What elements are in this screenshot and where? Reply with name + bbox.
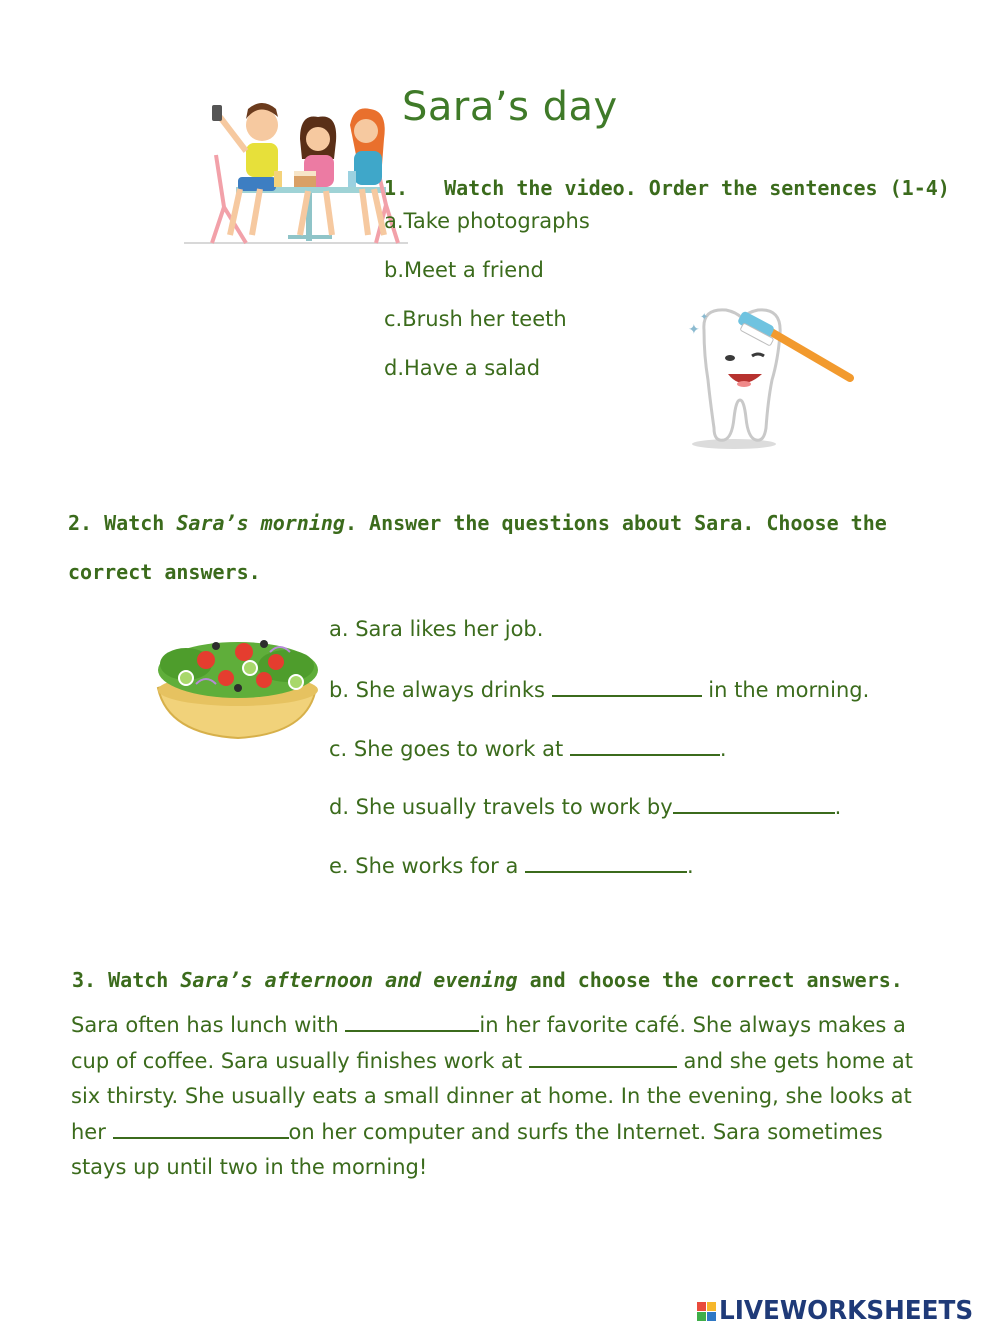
paragraph-line: stays up until two in the morning! bbox=[71, 1155, 428, 1179]
logo-blocks-icon bbox=[697, 1302, 716, 1321]
section1-item-a: a.Take photographs bbox=[384, 209, 590, 233]
section2-item-d: d. She usually travels to work by . bbox=[329, 792, 841, 819]
svg-text:✦: ✦ bbox=[688, 322, 700, 338]
logo-block bbox=[697, 1302, 706, 1311]
salad-bowl-illustration bbox=[146, 622, 328, 746]
answer-blank[interactable] bbox=[345, 1010, 479, 1032]
liveworksheets-logo[interactable] bbox=[697, 1296, 987, 1326]
section2-item-e: e. She works for a . bbox=[329, 851, 694, 878]
answer-blank[interactable] bbox=[113, 1117, 289, 1139]
section1-item-d: d.Have a salad bbox=[384, 356, 541, 380]
section3-paragraph bbox=[71, 1008, 951, 1186]
answer-blank[interactable] bbox=[673, 792, 835, 814]
section1-heading bbox=[384, 176, 950, 200]
answer-blank[interactable] bbox=[570, 734, 720, 756]
answer-blank[interactable] bbox=[525, 851, 687, 873]
svg-text:✦: ✦ bbox=[700, 312, 709, 323]
logo-text: LIVEWORKSHEETS bbox=[719, 1296, 974, 1326]
section2-item-b: b. She always drinks in the morning. bbox=[329, 675, 869, 702]
paragraph-line: Sara often has lunch with in her favorite café. She always makes a bbox=[71, 1008, 951, 1044]
paragraph-line: cup of coffee. Sara usually finishes work at and she gets home at bbox=[71, 1044, 951, 1080]
section2-heading: 2. Watch Sara’s morning. Answer the questions about Sara. Choose the bbox=[68, 511, 887, 535]
section2-item-c: c. She goes to work at . bbox=[329, 734, 727, 761]
tooth-toothbrush-illustration bbox=[682, 300, 858, 452]
friends-cafe-illustration bbox=[176, 95, 412, 247]
page-title: Sara’s day bbox=[402, 84, 618, 130]
section1-item-b: b.Meet a friend bbox=[384, 258, 544, 282]
section2-heading-line2: correct answers. bbox=[68, 560, 261, 584]
section1-number: 1. bbox=[384, 176, 409, 200]
logo-block bbox=[707, 1302, 716, 1311]
logo-block bbox=[707, 1312, 716, 1321]
section1-item-c: c.Brush her teeth bbox=[384, 307, 567, 331]
paragraph-line: six thirsty. She usually eats a small dinner at home. In the evening, she looks at bbox=[71, 1084, 912, 1108]
answer-blank[interactable] bbox=[552, 675, 702, 697]
logo-block bbox=[697, 1312, 706, 1321]
section2-item-a: a. Sara likes her job. bbox=[329, 617, 544, 641]
answer-blank[interactable] bbox=[529, 1046, 677, 1068]
section1-heading-text: Watch the video. Order the sentences (1-4) bbox=[444, 176, 950, 200]
paragraph-line: her on her computer and surfs the Internet. Sara sometimes bbox=[71, 1115, 951, 1151]
section3-heading: 3. Watch Sara’s afternoon and evening and choose the correct answers. bbox=[72, 968, 903, 992]
